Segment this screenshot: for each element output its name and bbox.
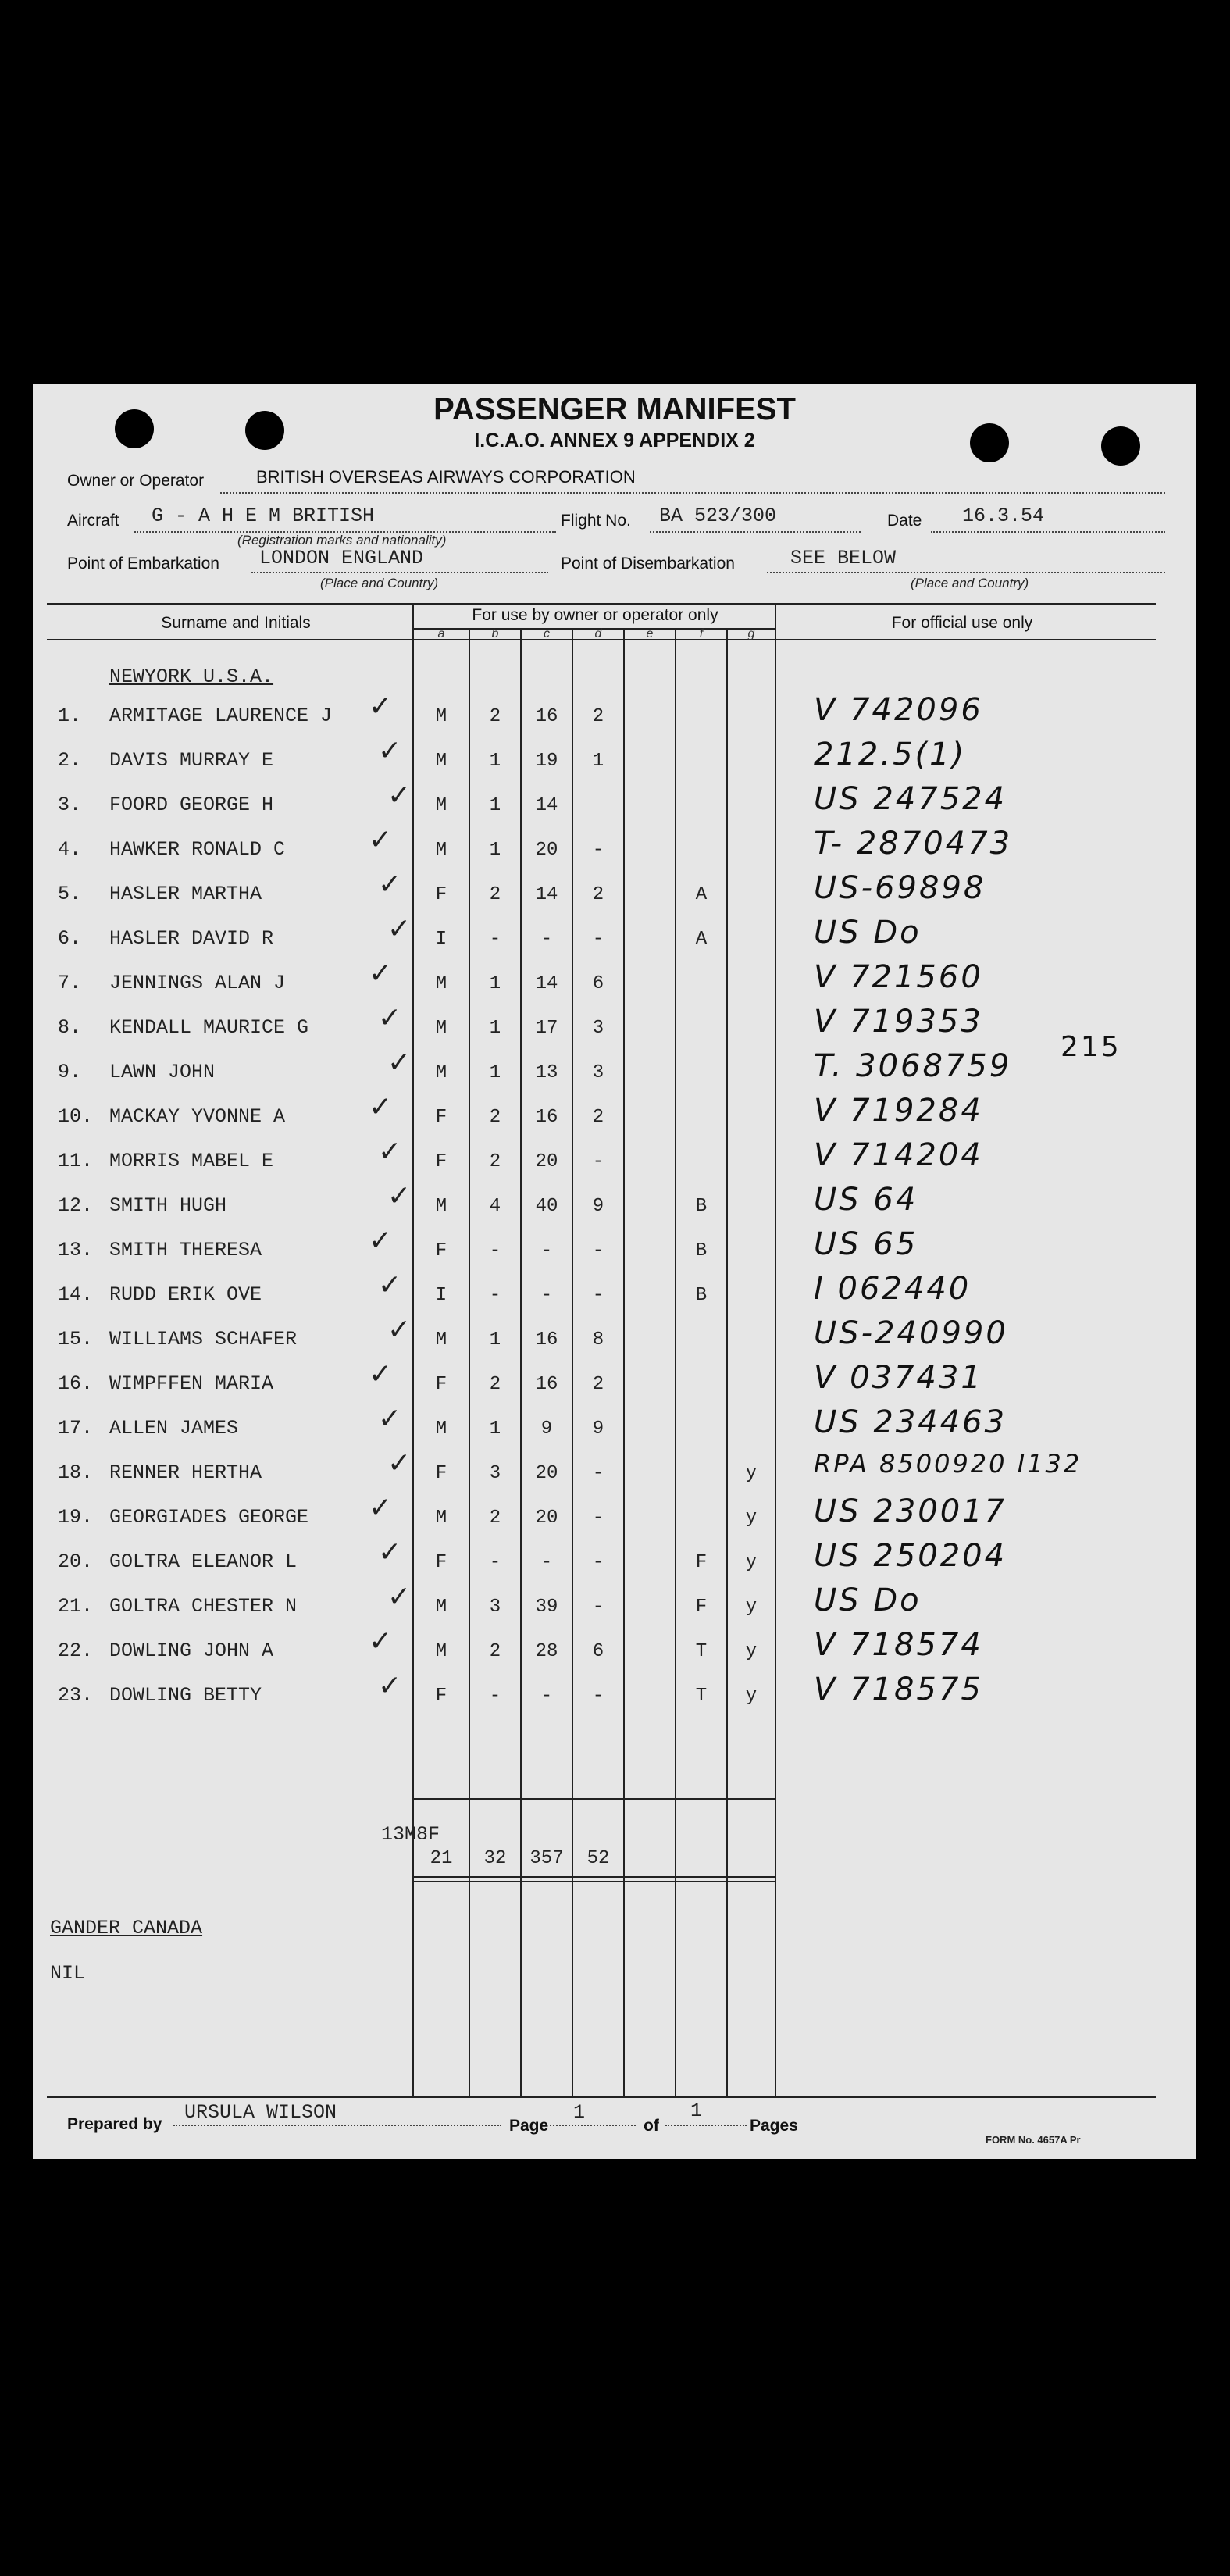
cell-d: - <box>592 1552 604 1573</box>
col-line <box>775 603 776 2096</box>
check-mark: ✓ <box>369 958 393 990</box>
official-entry: V 721560 <box>814 959 983 995</box>
check-mark: ✓ <box>378 1136 402 1168</box>
cell-a: M <box>435 1329 447 1350</box>
cell-f: B <box>695 1240 708 1261</box>
col-official-header: For official use only <box>891 614 1033 632</box>
check-mark: ✓ <box>387 1180 412 1212</box>
passenger-number: 23. <box>58 1684 94 1707</box>
form-number: FORM No. 4657A Pr <box>986 2134 1081 2146</box>
official-entry: US 65 <box>814 1226 918 1262</box>
cell-d: 1 <box>592 751 604 772</box>
official-entry: US-69898 <box>814 870 986 906</box>
check-mark: ✓ <box>378 869 402 901</box>
cell-c: 20 <box>535 1507 558 1529</box>
cell-g: y <box>745 1552 758 1573</box>
passenger-name: HASLER MARTHA <box>109 883 262 905</box>
cell-a: M <box>435 840 447 861</box>
cell-a: M <box>435 1062 447 1083</box>
page-dotline <box>550 2125 636 2126</box>
cell-g: y <box>745 1463 758 1484</box>
passenger-name: HAWKER RONALD C <box>109 838 286 861</box>
passenger-number: 14. <box>58 1283 94 1306</box>
passenger-number: 8. <box>58 1016 82 1039</box>
cell-a: M <box>435 706 447 727</box>
aircraft-label: Aircraft <box>67 512 119 530</box>
official-entry: RPA 8500920 I132 <box>814 1449 1082 1479</box>
disembark-value: SEE BELOW <box>790 547 897 569</box>
cell-b: 2 <box>489 1374 501 1395</box>
cell-a: M <box>435 1597 447 1618</box>
cell-f: A <box>695 929 708 950</box>
cell-b: 2 <box>489 1641 501 1662</box>
passenger-number: 19. <box>58 1506 94 1529</box>
prepared-label: Prepared by <box>67 2115 162 2133</box>
table-top-line <box>47 603 1156 605</box>
check-mark: ✓ <box>369 1225 393 1257</box>
cell-a: F <box>435 884 447 905</box>
cell-b: 3 <box>489 1463 501 1484</box>
col-letter-g: g <box>747 627 755 640</box>
passenger-number: 6. <box>58 927 82 950</box>
cell-d: 2 <box>592 1107 604 1128</box>
passenger-name: WILLIAMS SCHAFER <box>109 1328 298 1350</box>
cell-b: 1 <box>489 840 501 861</box>
passenger-name: MORRIS MABEL E <box>109 1150 274 1172</box>
passenger-name: JENNINGS ALAN J <box>109 972 286 994</box>
cell-d: - <box>592 929 604 950</box>
cell-a: F <box>435 1374 447 1395</box>
passenger-name: LAWN JOHN <box>109 1061 216 1083</box>
col-surname-header: Surname and Initials <box>161 614 311 632</box>
cell-f: B <box>695 1196 708 1217</box>
cell-c: 9 <box>540 1418 553 1440</box>
passenger-number: 18. <box>58 1461 94 1484</box>
cell-c: 13 <box>535 1062 558 1083</box>
check-mark: ✓ <box>369 1091 393 1123</box>
official-entry: US 250204 <box>814 1538 1007 1574</box>
official-entry: V 719353 <box>814 1004 983 1040</box>
passenger-name: RUDD ERIK OVE <box>109 1283 262 1306</box>
cell-d: - <box>592 1463 604 1484</box>
cell-b: 2 <box>489 884 501 905</box>
cell-c: 40 <box>535 1196 558 1217</box>
embark-label: Point of Embarkation <box>67 555 219 573</box>
pages-value: 1 <box>690 2100 703 2122</box>
official-entry: V 718574 <box>814 1627 983 1663</box>
form-subtitle: I.C.A.O. ANNEX 9 APPENDIX 2 <box>474 430 755 451</box>
check-mark: ✓ <box>387 1047 412 1079</box>
check-mark: ✓ <box>387 913 412 945</box>
cell-a: F <box>435 1552 447 1573</box>
cell-c: 14 <box>535 884 558 905</box>
cell-d: 2 <box>592 706 604 727</box>
cell-d: 6 <box>592 1641 604 1662</box>
totals-bottom-line-2 <box>412 1881 776 1882</box>
passenger-number: 5. <box>58 883 82 905</box>
official-entry: US 234463 <box>814 1404 1007 1440</box>
cell-d: 2 <box>592 1374 604 1395</box>
check-mark: ✓ <box>378 735 402 767</box>
cell-c: 19 <box>535 751 558 772</box>
passenger-name: KENDALL MAURICE G <box>109 1016 309 1039</box>
official-entry: V 714204 <box>814 1137 983 1173</box>
passenger-number: 9. <box>58 1061 82 1083</box>
cell-f: B <box>695 1285 708 1306</box>
prepared-value: URSULA WILSON <box>184 2101 337 2124</box>
total-c: 357 <box>529 1848 564 1869</box>
section-gander: GANDER CANADA <box>50 1917 203 1939</box>
passenger-name: ARMITAGE LAURENCE J <box>109 705 333 727</box>
cell-a: M <box>435 1507 447 1529</box>
cell-c: 20 <box>535 1463 558 1484</box>
cell-d: - <box>592 1597 604 1618</box>
check-mark: ✓ <box>369 1492 393 1524</box>
cell-g: y <box>745 1686 758 1707</box>
passenger-number: 16. <box>58 1372 94 1395</box>
passenger-number: 7. <box>58 972 82 994</box>
totals-label: 13M8F <box>381 1823 440 1846</box>
embark-value: LONDON ENGLAND <box>259 547 424 569</box>
official-entry: V 718575 <box>814 1672 983 1707</box>
passenger-name: MACKAY YVONNE A <box>109 1105 286 1128</box>
cell-b: - <box>489 1552 501 1573</box>
cell-b: 1 <box>489 1062 501 1083</box>
cell-b: 2 <box>489 706 501 727</box>
check-mark: ✓ <box>378 1670 402 1702</box>
cell-c: 16 <box>535 1107 558 1128</box>
cell-a: I <box>435 1285 447 1306</box>
official-entry: T. 3068759 <box>814 1048 1012 1084</box>
aircraft-value: G - A H E M BRITISH <box>152 505 375 527</box>
cell-b: 3 <box>489 1597 501 1618</box>
passenger-number: 11. <box>58 1150 94 1172</box>
cell-b: - <box>489 929 501 950</box>
check-mark: ✓ <box>369 824 393 856</box>
cell-d: - <box>592 1507 604 1529</box>
passenger-name: WIMPFFEN MARIA <box>109 1372 274 1395</box>
official-entry: 212.5(1) <box>814 737 967 772</box>
cell-a: M <box>435 1418 447 1440</box>
passenger-number: 22. <box>58 1639 94 1662</box>
cell-c: 16 <box>535 1329 558 1350</box>
passenger-number: 15. <box>58 1328 94 1350</box>
side-note: 215 <box>1061 1031 1121 1063</box>
passenger-number: 3. <box>58 794 82 816</box>
passenger-name: GOLTRA CHESTER N <box>109 1595 298 1618</box>
embark-dotline <box>251 572 548 573</box>
cell-b: 1 <box>489 751 501 772</box>
cell-g: y <box>745 1597 758 1618</box>
passenger-name: HASLER DAVID R <box>109 927 274 950</box>
check-mark: ✓ <box>369 1625 393 1657</box>
passenger-name: DOWLING BETTY <box>109 1684 262 1707</box>
cell-b: - <box>489 1686 501 1707</box>
passenger-name: GEORGIADES GEORGE <box>109 1506 309 1529</box>
registration-note: (Registration marks and nationality) <box>237 533 447 548</box>
cell-a: F <box>435 1463 447 1484</box>
totals-bottom-line <box>412 1876 776 1878</box>
cell-b: 1 <box>489 795 501 816</box>
cell-c: - <box>540 1686 553 1707</box>
cell-g: y <box>745 1507 758 1529</box>
check-mark: ✓ <box>369 1358 393 1390</box>
cell-b: 1 <box>489 1018 501 1039</box>
official-entry: US 247524 <box>814 781 1007 817</box>
cell-c: 20 <box>535 840 558 861</box>
total-a: 21 <box>430 1848 453 1869</box>
passenger-number: 21. <box>58 1595 94 1618</box>
cell-a: F <box>435 1107 447 1128</box>
cell-f: F <box>695 1597 708 1618</box>
col-letter-c: c <box>544 627 550 640</box>
official-entry: US Do <box>814 1582 922 1618</box>
pages-label: Pages <box>750 2117 798 2135</box>
embark-note: (Place and Country) <box>320 576 439 590</box>
of-label: of <box>644 2117 659 2135</box>
cell-a: M <box>435 795 447 816</box>
cell-b: 1 <box>489 1418 501 1440</box>
cell-c: - <box>540 1552 553 1573</box>
cell-b: 2 <box>489 1151 501 1172</box>
cell-b: 2 <box>489 1107 501 1128</box>
cell-a: F <box>435 1240 447 1261</box>
form-title: PASSENGER MANIFEST <box>433 392 796 426</box>
footer-line <box>47 2096 1156 2098</box>
col-letter-f: f <box>699 627 704 640</box>
cell-b: 1 <box>489 1329 501 1350</box>
check-mark: ✓ <box>387 1447 412 1479</box>
cell-c: 14 <box>535 795 558 816</box>
check-mark: ✓ <box>387 780 412 812</box>
cell-c: - <box>540 929 553 950</box>
total-b: 32 <box>483 1848 507 1869</box>
official-entry: V 719284 <box>814 1093 983 1129</box>
check-mark: ✓ <box>378 1536 402 1568</box>
col-letter-a: a <box>437 627 445 640</box>
flight-dotline <box>650 531 861 533</box>
passenger-number: 12. <box>58 1194 94 1217</box>
cell-f: T <box>695 1641 708 1662</box>
owner-label: Owner or Operator <box>67 472 205 490</box>
cell-c: 14 <box>535 973 558 994</box>
cell-c: - <box>540 1240 553 1261</box>
check-mark: ✓ <box>378 1269 402 1301</box>
passenger-name: RENNER HERTHA <box>109 1461 262 1484</box>
cell-d: 8 <box>592 1329 604 1350</box>
disembark-note: (Place and Country) <box>911 576 1029 590</box>
passenger-name: ALLEN JAMES <box>109 1417 239 1440</box>
cell-c: - <box>540 1285 553 1306</box>
cell-a: M <box>435 1641 447 1662</box>
disembark-dotline <box>767 572 1165 573</box>
cell-b: - <box>489 1240 501 1261</box>
cell-d: 3 <box>592 1018 604 1039</box>
official-entry: US Do <box>814 915 922 951</box>
cell-c: 39 <box>535 1597 558 1618</box>
cell-f: T <box>695 1686 708 1707</box>
cell-f: F <box>695 1552 708 1573</box>
official-entry: V 742096 <box>814 692 983 728</box>
cell-b: 4 <box>489 1196 501 1217</box>
check-mark: ✓ <box>378 1002 402 1034</box>
official-entry: T- 2870473 <box>814 826 1013 862</box>
col-owner-header: For use by owner or operator only <box>472 606 718 624</box>
passenger-name: SMITH THERESA <box>109 1239 262 1261</box>
cell-c: 16 <box>535 706 558 727</box>
passenger-name: DAVIS MURRAY E <box>109 749 274 772</box>
cell-d: 3 <box>592 1062 604 1083</box>
cell-d: 2 <box>592 884 604 905</box>
disembark-label: Point of Disembarkation <box>561 555 735 573</box>
manifest-sheet <box>33 384 1196 2159</box>
check-mark: ✓ <box>378 1403 402 1435</box>
passenger-name: DOWLING JOHN A <box>109 1639 274 1662</box>
cell-c: 28 <box>535 1641 558 1662</box>
owner-value: BRITISH OVERSEAS AIRWAYS CORPORATION <box>256 467 636 487</box>
check-mark: ✓ <box>387 1581 412 1613</box>
official-entry: US 230017 <box>814 1493 1007 1529</box>
flight-label: Flight No. <box>561 512 631 530</box>
passenger-name: SMITH HUGH <box>109 1194 227 1217</box>
cell-d: 9 <box>592 1418 604 1440</box>
official-entry: US 64 <box>814 1182 918 1218</box>
cell-b: 1 <box>489 973 501 994</box>
check-mark: ✓ <box>369 690 393 722</box>
passenger-number: 17. <box>58 1417 94 1440</box>
cell-d: - <box>592 1151 604 1172</box>
passenger-name: FOORD GEORGE H <box>109 794 274 816</box>
cell-d: 9 <box>592 1196 604 1217</box>
cell-a: M <box>435 751 447 772</box>
passenger-number: 1. <box>58 705 82 727</box>
cell-a: F <box>435 1686 447 1707</box>
cell-d: - <box>592 1686 604 1707</box>
section-gander-value: NIL <box>50 1962 86 1985</box>
passenger-number: 10. <box>58 1105 94 1128</box>
flight-value: BA 523/300 <box>659 505 777 527</box>
passenger-number: 4. <box>58 838 82 861</box>
cell-d: - <box>592 1240 604 1261</box>
cell-d: 6 <box>592 973 604 994</box>
cell-a: F <box>435 1151 447 1172</box>
cell-f: A <box>695 884 708 905</box>
col-letter-d: d <box>594 627 602 640</box>
section-newyork: NEWYORK U.S.A. <box>109 665 274 688</box>
total-d: 52 <box>586 1848 610 1869</box>
passenger-number: 2. <box>58 749 82 772</box>
date-label: Date <box>887 512 922 530</box>
official-entry: I 062440 <box>814 1271 972 1307</box>
page-value: 1 <box>573 2101 586 2124</box>
official-entry: US-240990 <box>814 1315 1008 1351</box>
col-letter-e: e <box>646 627 654 640</box>
cell-a: M <box>435 1018 447 1039</box>
cell-a: M <box>435 973 447 994</box>
cell-b: 2 <box>489 1507 501 1529</box>
date-dotline <box>931 531 1165 533</box>
pages-dotline <box>665 2125 747 2126</box>
passenger-name: GOLTRA ELEANOR L <box>109 1550 298 1573</box>
cell-b: - <box>489 1285 501 1306</box>
cell-c: 20 <box>535 1151 558 1172</box>
date-value: 16.3.54 <box>962 505 1045 527</box>
cell-d: - <box>592 840 604 861</box>
owner-dotline <box>220 492 1165 494</box>
cell-a: M <box>435 1196 447 1217</box>
col-letter-b: b <box>491 627 499 640</box>
cell-c: 17 <box>535 1018 558 1039</box>
cell-a: I <box>435 929 447 950</box>
cell-c: 16 <box>535 1374 558 1395</box>
official-entry: V 037431 <box>814 1360 983 1396</box>
check-mark: ✓ <box>387 1314 412 1346</box>
totals-top-line <box>412 1798 776 1800</box>
cell-d: - <box>592 1285 604 1306</box>
prepared-dotline <box>173 2125 501 2126</box>
page-label: Page <box>509 2117 549 2135</box>
passenger-number: 13. <box>58 1239 94 1261</box>
cell-g: y <box>745 1641 758 1662</box>
passenger-number: 20. <box>58 1550 94 1573</box>
